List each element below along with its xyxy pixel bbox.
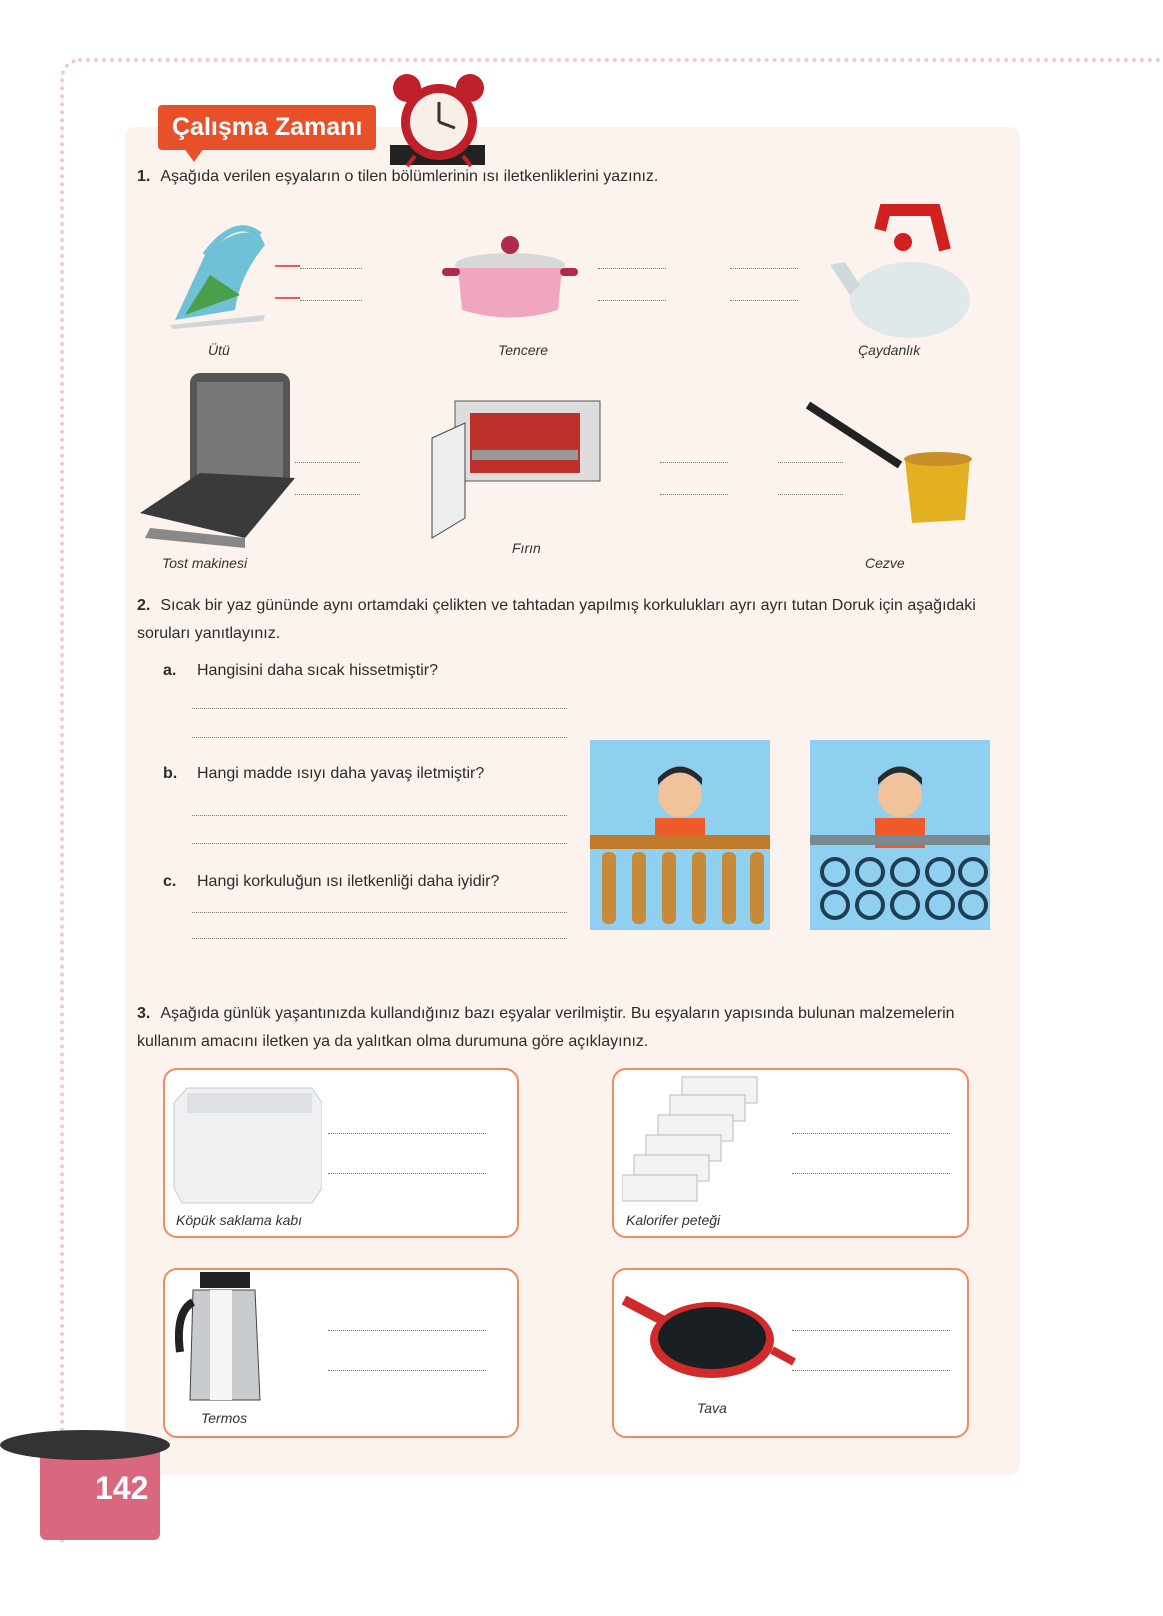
caption-oven: Fırın xyxy=(512,540,541,556)
steel-railing-image xyxy=(810,740,990,930)
answer-line[interactable] xyxy=(192,737,567,738)
foam-container-icon xyxy=(172,1078,322,1208)
answer-line[interactable] xyxy=(300,268,362,269)
toaster-icon xyxy=(135,368,305,548)
page-tab-shadow xyxy=(0,1430,170,1460)
caption-kettle: Çaydanlık xyxy=(858,342,921,358)
kettle-icon xyxy=(825,200,975,340)
answer-line[interactable] xyxy=(660,494,728,495)
answer-line[interactable] xyxy=(792,1133,950,1134)
answer-line[interactable] xyxy=(598,268,666,269)
question-2 xyxy=(137,592,997,648)
pot-icon xyxy=(440,230,580,325)
iron-icon xyxy=(165,215,275,330)
sub-question-a: a. Hangisini daha sıcak hissetmiştir? xyxy=(163,662,438,679)
answer-line[interactable] xyxy=(192,843,567,844)
caption-pan: Tava xyxy=(697,1400,727,1416)
question-number: 1. xyxy=(137,168,151,185)
answer-line[interactable] xyxy=(328,1330,486,1331)
question-1 xyxy=(137,163,997,191)
question-text: Sıcak bir yaz gününde aynı ortamdaki çelikten ve tahtadan yapılmış korkulukları ayrı ayrı tutan Doruk için aşağıdaki soruları yanıtlayınız. xyxy=(137,597,976,642)
answer-line[interactable] xyxy=(660,462,728,463)
question-number: 3. xyxy=(137,1005,151,1022)
answer-line[interactable] xyxy=(730,300,798,301)
sub-question-b: b. Hangi madde ısıyı daha yavaş iletmiştir? xyxy=(163,765,485,782)
caption-pot: Tencere xyxy=(498,342,549,358)
wooden-railing-image xyxy=(590,740,770,930)
answer-line[interactable] xyxy=(778,462,843,463)
caption-radiator: Kalorifer peteği xyxy=(626,1212,721,1228)
answer-line[interactable] xyxy=(328,1133,486,1134)
radiator-icon xyxy=(622,1075,762,1205)
answer-line[interactable] xyxy=(792,1173,950,1174)
caption-iron: Ütü xyxy=(208,342,230,358)
answer-line[interactable] xyxy=(192,938,567,939)
question-number: 2. xyxy=(137,597,151,614)
answer-line[interactable] xyxy=(192,708,567,709)
oven-icon xyxy=(430,398,605,543)
answer-line[interactable] xyxy=(730,268,798,269)
caption-foam-container: Köpük saklama kabı xyxy=(176,1212,303,1228)
caption-thermos: Termos xyxy=(201,1410,248,1426)
question-text: Aşağıda verilen eşyaların o tilen bölümlerinin ısı iletkenliklerini yazınız. xyxy=(160,168,659,185)
page-number: 142 xyxy=(95,1470,149,1506)
answer-line[interactable] xyxy=(598,300,666,301)
answer-line[interactable] xyxy=(192,815,567,816)
caption-toaster: Tost makinesi xyxy=(162,555,248,571)
thermos-icon xyxy=(175,1272,270,1407)
answer-line[interactable] xyxy=(792,1330,950,1331)
section-badge: Çalışma Zamanı xyxy=(158,105,376,150)
caption-coffee-pot: Cezve xyxy=(865,555,905,571)
pan-icon xyxy=(622,1290,797,1390)
question-text: Aşağıda günlük yaşantınızda kullandığınız bazı eşyalar verilmiştir. Bu eşyaların yapısında bulunan malzemelerin kullanım amacını iletken ya da yalıtkan olma durumuna göre açıklayınız. xyxy=(137,1005,955,1050)
question-3 xyxy=(137,1000,997,1056)
answer-line[interactable] xyxy=(295,494,360,495)
coffee-pot-icon xyxy=(800,395,975,535)
answer-line[interactable] xyxy=(778,494,843,495)
answer-line[interactable] xyxy=(328,1370,486,1371)
answer-line[interactable] xyxy=(300,300,362,301)
answer-line[interactable] xyxy=(192,912,567,913)
sub-question-c: c. Hangi korkuluğun ısı iletkenliği daha iyidir? xyxy=(163,873,500,890)
answer-line[interactable] xyxy=(295,462,360,463)
answer-line[interactable] xyxy=(792,1370,950,1371)
alarm-clock-icon xyxy=(385,70,495,170)
answer-line[interactable] xyxy=(328,1173,486,1174)
